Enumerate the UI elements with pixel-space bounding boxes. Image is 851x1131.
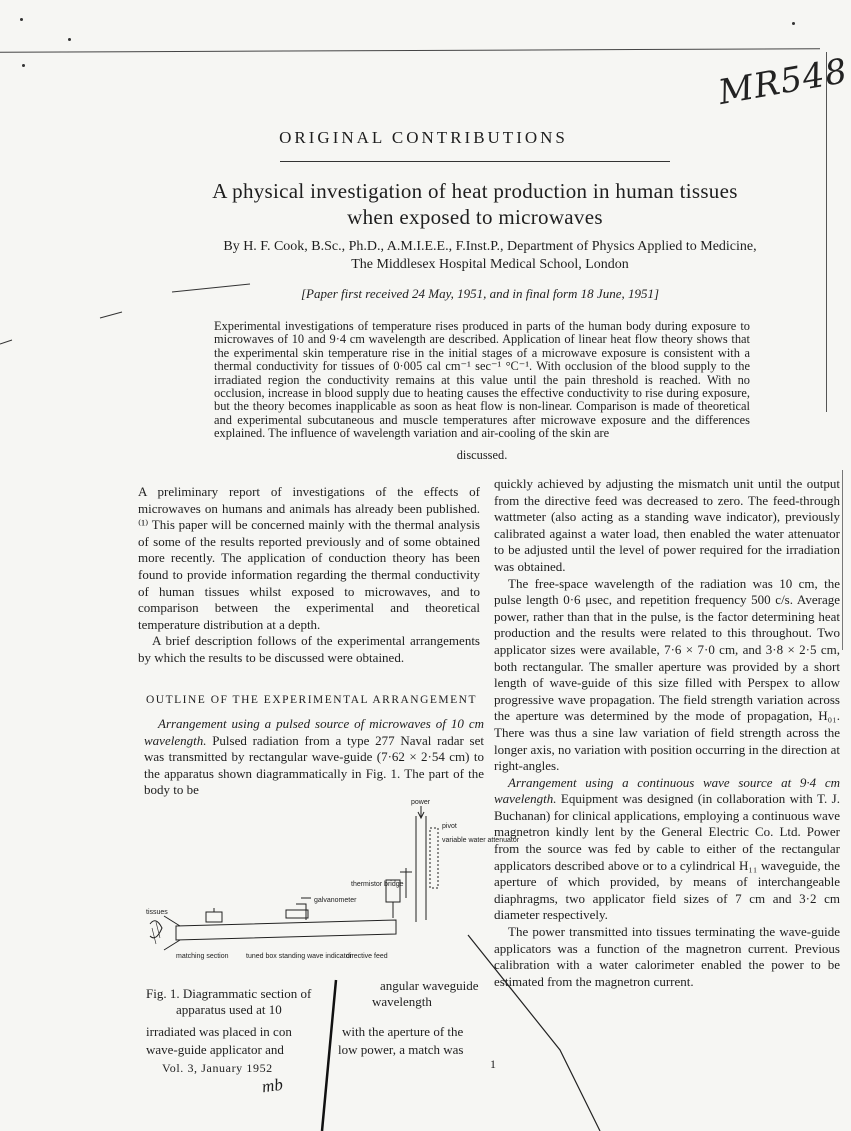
- abstract-end: discussed.: [456, 448, 508, 462]
- paragraph: A brief description follows of the experimental arrangements by which the results to be discussed were obtained.: [138, 633, 480, 665]
- figure-label-pivot: pivot: [442, 823, 457, 830]
- left-column: [138, 484, 480, 667]
- apparatus-diagram: [146, 798, 520, 976]
- text-fragment: wave-guide applicator and: [146, 1042, 284, 1057]
- paragraph: The free-space wavelength of the radiation was 10 cm, the pulse length 0·6 μsec, and repetition frequency 500 c/s. Average power, rather than that in the pulse, is the factor determining heat production and the results were related to this throughout. Two applicator sizes were available, 7·6 × 7·0 cm, and 3·8 × 2·5 cm, both rectangular. The smaller aperture was provided by a short length of wave-guide of this size filled with Perspex to allow progressive wave propagation. The field strength variation across the aperture was determined by the mode of propagation, H₀₁. There was thus a sine law variation of field strength across the longer axis, no variation with position occurring in the direction at right-angles.: [494, 575, 840, 774]
- paragraph-lead: Arrangement using a pulsed source of microwaves of 10 cm wavelength.: [144, 716, 484, 748]
- text-fragment: low power, a match was: [338, 1042, 464, 1057]
- figure-label-attenuator: variable water attenuator: [442, 837, 520, 844]
- text-fragment: irradiated was placed in con: [146, 1024, 292, 1039]
- figure-label-directive: directive feed: [346, 953, 388, 960]
- figure-caption: [146, 986, 346, 1018]
- paragraph: A preliminary report of investigations of the effects of microwaves on humans and animals has already been published.⁽¹⁾ This paper will be concerned mainly with the thermal analysis of some of the results reported previously and of some obtained more recently. The application of conduction theory has been found to provide information regarding the thermal conductivity of human tissues whilst exposed to microwaves, and to comparison between the experimental and theoretical temperature distribution at a depth.: [138, 484, 480, 632]
- section-heading: ORIGINAL CONTRIBUTIONS: [279, 128, 568, 147]
- figure-caption-text: Diagrammatic section of: [182, 986, 312, 1001]
- paragraph: [144, 716, 484, 799]
- paragraph-lead: Arrangement using a continuous wave source at 9·4 cm wavelength.: [494, 774, 840, 807]
- paragraph-body: Equipment was designed (in collaboration with T. J. Buchanan) for clinical applications, employing a continuous wave magnetron kindly lent by the General Electric Co. Ltd. Power from the source was fed by cable to either of the rectangular applicators described above or to a cylindrical H₁₁ waveguide, the aperture of which provided, by means of interchangeable diaphragms, two applicator field sizes of 7 cm and 3·2 cm diameter respectively.: [494, 791, 840, 923]
- figure-label-matching: matching section: [176, 953, 229, 960]
- figure-label-tuned: tuned box standing wave indicator: [246, 953, 352, 960]
- received-date: [Paper first received 24 May, 1951, and in final form 18 June, 1951]: [300, 286, 660, 301]
- subsection-heading: OUTLINE OF THE EXPERIMENTAL ARRANGEMENT: [146, 694, 478, 706]
- paragraph: [494, 775, 840, 924]
- scan-edge-line: [826, 52, 827, 412]
- abstract: Experimental investigations of temperature rises produced in parts of the human body during exposure to microwaves of 10 and 9·4 cm wavelength are described. Application of linear heat flow theory shows that the experimental skin temperature rise in the initial stages of a microwave exposure is consistent with a thermal conductivity for tissues of 0·005 cal cm⁻¹ sec⁻¹ °C⁻¹. With occlusion of the blood supply to the irradiated region the conductivity remains at this value until the pain threshold is reached. With no occlusion, increase in blood supply due to heating causes the effective conductivity to rise during exposure, but the theory becomes inapplicable as soon as heat flow is non-linear. Comparison is made of theoretical and experimental subcutaneous and muscle temperatures after microwave exposure and the differences explained. The influence of wavelength variation and air-cooling of the skin are: [214, 319, 750, 441]
- figure-label-tissues: tissues: [146, 909, 168, 916]
- handwritten-annotation: MR548: [715, 50, 851, 114]
- handwritten-initials: mb: [260, 1074, 284, 1097]
- figure-caption-prefix: Fig. 1.: [146, 986, 180, 1001]
- figure-label-galvanometer: galvanometer: [314, 897, 357, 904]
- byline: [150, 238, 830, 274]
- title-line-2: when exposed to microwaves: [347, 205, 603, 229]
- scan-speck: [22, 64, 25, 67]
- byline-line-1: By H. F. Cook, B.Sc., Ph.D., A.M.I.E.E., F.Inst.P., Department of Physics Applied to Medicine,: [223, 239, 757, 254]
- scan-speck: [20, 18, 23, 21]
- figure-caption-continued: [352, 978, 492, 1010]
- right-column: [494, 476, 840, 990]
- figure-caption-line: wavelength: [372, 994, 432, 1009]
- paragraph: The power transmitted into tissues terminating the wave-guide applicators was a function of the magnetron current. Previous calibration with a water calorimeter enabled the power to be estimated from the magnetron current.: [494, 924, 840, 989]
- figure-label-thermistor: thermistor bridge: [351, 881, 404, 888]
- figure-caption-line: apparatus used at 10: [176, 1002, 282, 1017]
- paragraph-body: Pulsed radiation from a type 277 Naval radar set was transmitted by rectangular wave-guide (7·62 × 2·54 cm) to the apparatus shown diagrammatically in Fig. 1. The part of the body to be: [144, 732, 484, 798]
- heading-rule: [280, 161, 670, 162]
- article-title: [120, 178, 830, 230]
- figure-label-power: power: [411, 799, 431, 806]
- byline-line-2: The Middlesex Hospital Medical School, London: [351, 257, 629, 272]
- text-fragment: with the aperture of the: [342, 1024, 464, 1039]
- scan-edge-line: [842, 470, 843, 650]
- left-column-continued: [144, 716, 484, 799]
- scan-speck: [68, 38, 71, 41]
- footer-volume: Vol. 3, January 1952: [162, 1061, 273, 1075]
- scan-speck: [792, 22, 795, 25]
- paragraph: quickly achieved by adjusting the mismatch unit until the output from the directive feed was decreased to zero. The feed-through wattmeter (also acting as a standing wave indicator), previously calibrated against a water load, then enabled the water attenuator to be adjusted until the level of power required for the irradiation was obtained.: [494, 476, 840, 574]
- figure-caption-line: angular waveguide: [380, 978, 479, 993]
- title-line-1: A physical investigation of heat production in human tissues: [212, 179, 738, 203]
- page-number: 1: [490, 1057, 496, 1071]
- scan-edge-line: [0, 48, 820, 53]
